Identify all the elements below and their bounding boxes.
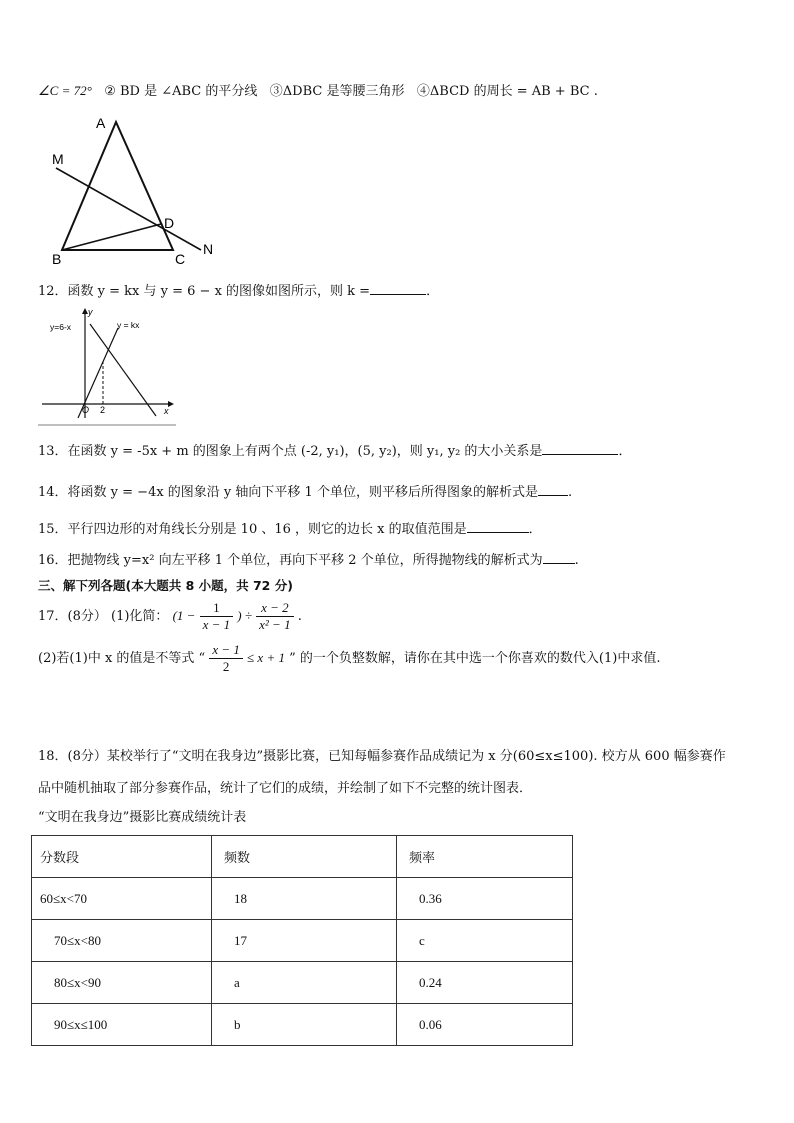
q17-fraction-2 — [256, 600, 293, 633]
section-3-heading: 三、解下列各题(本大题共 8 小题，共 72 分) — [38, 578, 293, 593]
label-y-axis: y — [88, 307, 93, 317]
table-cell: 70≤x<80 — [32, 920, 212, 962]
label-n: N — [203, 241, 214, 257]
question-14 — [38, 483, 572, 502]
q17-frac2-numerator: x − 2 — [256, 600, 293, 617]
q17-inequality-fraction — [209, 642, 243, 675]
table-cell: 0.36 — [397, 878, 573, 920]
q15-text: 15．平行四边形的对角线长分别是 10 、16 ，则它的边长 x 的取值范围是 — [38, 522, 467, 537]
q17-mid: ) ÷ — [237, 608, 252, 623]
q16-text: 16．把抛物线 y=x² 向左平移 1 个单位，再向下平移 2 个单位，所得抛物线的解析式为 — [38, 553, 543, 568]
table-row — [32, 962, 573, 1004]
header-rate: 频率 — [397, 836, 573, 878]
table-cell: b — [212, 1004, 397, 1046]
q13-text: 13．在函数 y = -5x + m 的图象上有两个点 (-2, y₁)，(5, y₂)，则 y₁, y₂ 的大小关系是 — [38, 444, 543, 459]
table-title: “文明在我身边”摄影比赛成绩统计表 — [38, 810, 247, 825]
q15-end: ． — [528, 522, 542, 537]
label-x-axis: x — [164, 406, 169, 416]
q14-end: . — [567, 485, 573, 500]
segment-bd — [62, 224, 161, 250]
q11-option-2: ② BD 是 ∠ABC 的平分线 — [104, 84, 258, 99]
table-cell: 60≤x<70 — [32, 878, 212, 920]
table-cell: 0.06 — [397, 1004, 573, 1046]
question-12 — [38, 282, 439, 301]
q17-frac1-denominator: x − 1 — [202, 617, 231, 632]
table-cell: 0.24 — [397, 962, 573, 1004]
q17-ineq-numerator: x − 1 — [209, 642, 243, 659]
q11-option-4: ④ΔBCD 的周长 = AB + BC . — [416, 84, 598, 99]
q11-options-line — [38, 82, 598, 101]
q14-text: 14．将函数 y = −4x 的图象沿 y 轴向下平移 1 个单位，则平移后所得图象的解析式是 — [38, 485, 538, 500]
q17-frac1-numerator: 1 — [200, 600, 234, 617]
q13-end: ． — [618, 444, 632, 459]
table-row — [32, 1004, 573, 1046]
score-statistics-table — [31, 835, 573, 1046]
table-cell: 80≤x<90 — [32, 962, 212, 1004]
q17-part2-prefix: (2)若(1)中 x 的值是不等式 “ — [38, 651, 206, 666]
table-cell: 17 — [212, 920, 397, 962]
q14-answer-blank[interactable] — [538, 483, 568, 496]
q17-fraction-1 — [200, 600, 234, 633]
label-y-kx: y = kx — [117, 320, 140, 330]
q17-open: (1 − — [172, 608, 196, 623]
question-18-line-2: 品中随机抽取了部分参赛作品，统计了它们的成绩，并绘制了如下不完整的统计图表． — [38, 781, 533, 796]
x-axis-arrow-icon — [168, 401, 174, 407]
q17-part2-suffix: ” 的一个负整数解，请你在其中选一个你喜欢的数代入(1)中求值. — [289, 651, 661, 666]
table-cell: a — [212, 962, 397, 1004]
q17-frac2-denominator: x² − 1 — [259, 617, 291, 632]
label-d: D — [164, 215, 175, 231]
label-m: M — [52, 151, 64, 167]
q12-end: ． — [426, 284, 440, 299]
line-mn — [56, 168, 201, 250]
label-two: 2 — [100, 405, 106, 415]
question-15 — [38, 520, 542, 539]
question-16 — [38, 551, 579, 570]
table-cell: c — [397, 920, 573, 962]
header-frequency: 频数 — [212, 836, 397, 878]
q13-answer-blank[interactable] — [542, 442, 618, 455]
table-row — [32, 920, 573, 962]
triangle-figure — [40, 112, 230, 270]
table-row — [32, 878, 573, 920]
q15-answer-blank[interactable] — [467, 520, 529, 533]
label-y-6-minus-x: y=6-x — [50, 322, 72, 332]
q16-answer-blank[interactable] — [543, 551, 575, 564]
table-header-row — [32, 836, 573, 878]
q11-prefix: ∠C = 72° — [38, 83, 92, 98]
question-17-part-1 — [38, 598, 302, 638]
q12-answer-blank[interactable] — [370, 282, 426, 295]
table-cell: 18 — [212, 878, 397, 920]
question-18-line-1: 18．(8分）某校举行了“文明在我身边”摄影比赛，已知每幅参赛作品成绩记为 x 分(60≤x≤100). 校方从 600 幅参赛作 — [38, 749, 726, 764]
q16-end: . — [574, 553, 579, 568]
q17-prefix: 17．(8分） (1)化简： — [38, 609, 169, 624]
q17-ineq-denominator: 2 — [222, 659, 230, 674]
q11-option-3: ③ΔDBC 是等腰三角形 — [269, 84, 405, 99]
question-13 — [38, 442, 631, 461]
table-cell: 90≤x≤100 — [32, 1004, 212, 1046]
label-a: A — [96, 115, 106, 131]
label-origin: O — [82, 405, 90, 415]
label-b: B — [52, 251, 62, 267]
q12-text: 12．函数 y = kx 与 y = 6 − x 的图像如图所示，则 k = — [38, 284, 371, 299]
question-17-part-2 — [38, 640, 660, 680]
function-graph — [38, 306, 178, 428]
header-score-range: 分数段 — [32, 836, 212, 878]
q17-end: . — [297, 609, 302, 624]
label-c: C — [175, 251, 186, 267]
q17-inequality-rest: ≤ x + 1 — [247, 650, 285, 665]
triangle-abc — [62, 122, 173, 250]
